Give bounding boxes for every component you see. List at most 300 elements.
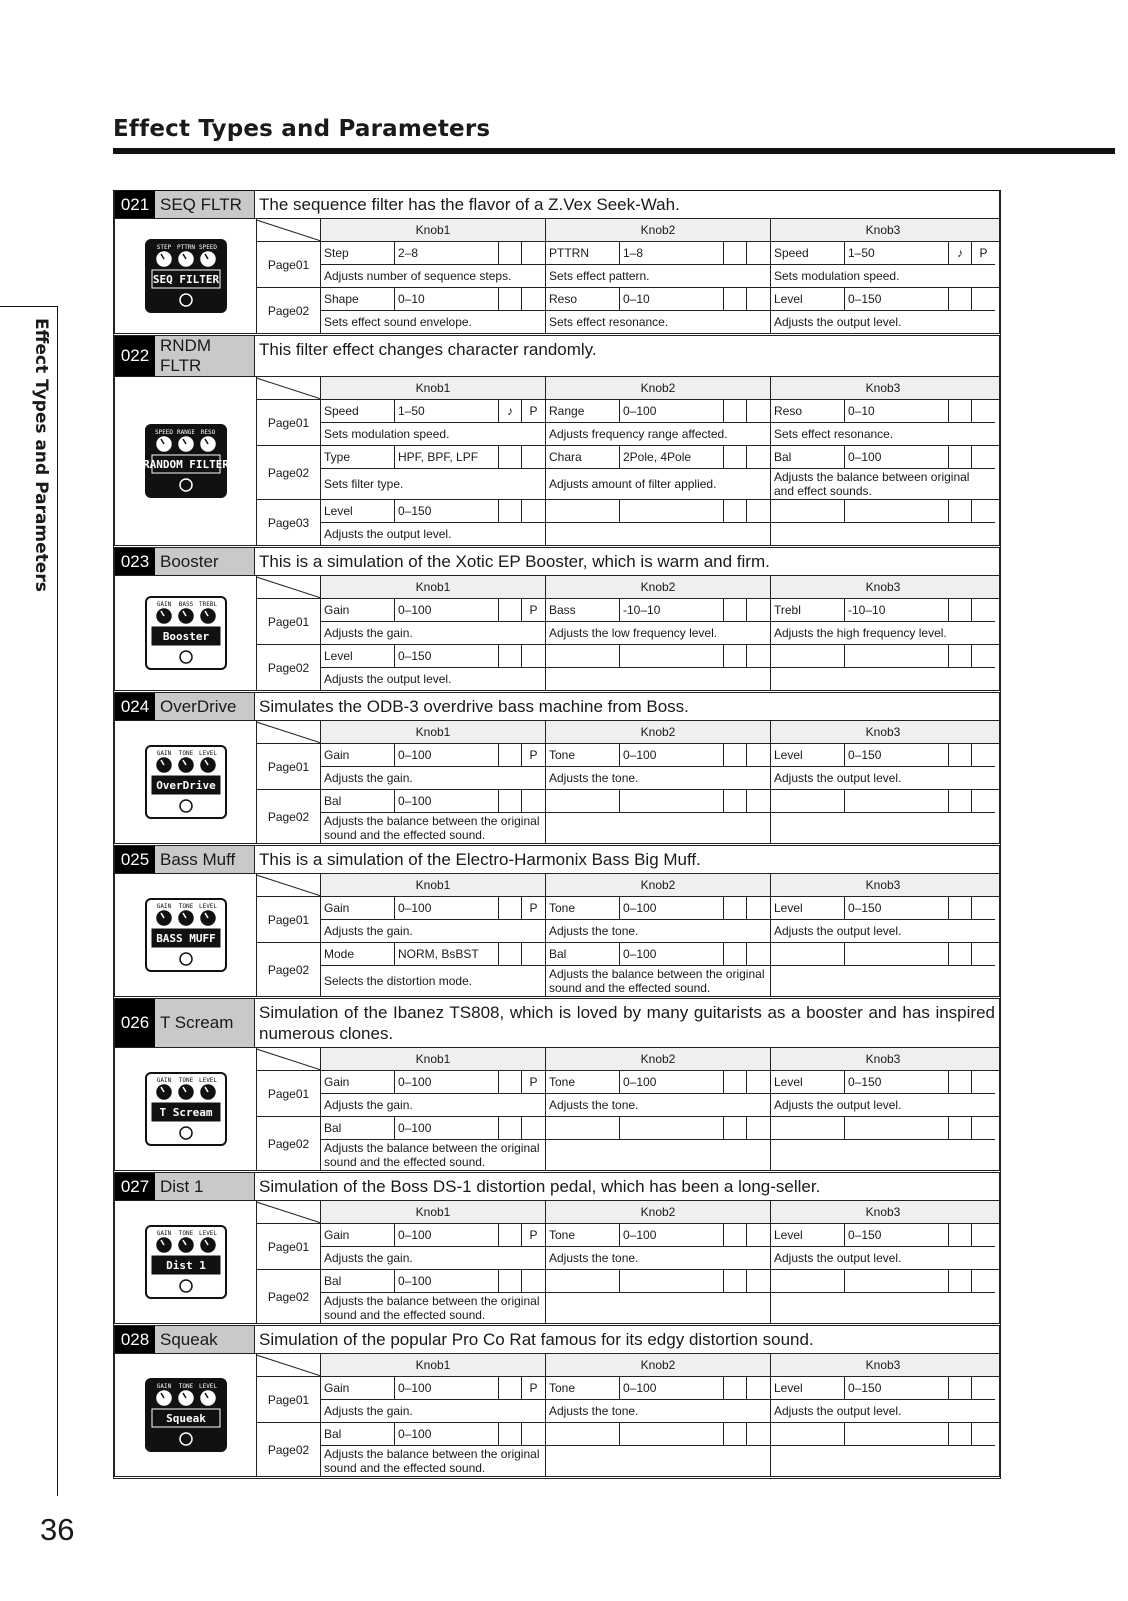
- effect-image: [115, 377, 257, 545]
- effect-code: 023: [115, 548, 155, 575]
- page-row: [257, 1117, 999, 1170]
- knob-param-line: [546, 288, 770, 311]
- page-label: Page01: [257, 897, 321, 942]
- param-range: [620, 500, 724, 522]
- param-description: Adjusts the tone.: [549, 771, 639, 785]
- effect-name: Bass Muff: [155, 846, 255, 873]
- pedal-knob-label: SPEED: [154, 429, 173, 436]
- param-name: Reso: [546, 288, 620, 310]
- param-name: Level: [771, 288, 845, 310]
- knob-param: [546, 744, 771, 789]
- pedal-flag: [972, 400, 995, 422]
- param-name: [546, 500, 620, 522]
- param-description: [771, 523, 995, 545]
- knob-header-row: [257, 874, 999, 897]
- knob-param: [546, 943, 771, 996]
- effect-block: [113, 1173, 1001, 1326]
- effect-header: [115, 1326, 999, 1354]
- param-name: Level: [771, 1071, 845, 1093]
- param-name: Level: [771, 1377, 845, 1399]
- parameter-grid: [257, 1048, 999, 1170]
- knob-param-line: [546, 446, 770, 469]
- param-name: Tone: [546, 1377, 620, 1399]
- pedal-name: BASS MUFF: [155, 932, 216, 945]
- knob-param-line: [546, 500, 770, 523]
- pedal-footswitch: [180, 1280, 192, 1292]
- page-label: Page02: [257, 288, 321, 333]
- knob-param: [321, 1117, 546, 1170]
- knob-param: [546, 897, 771, 942]
- effect-description: The sequence filter has the flavor of a Z.Vex Seek-Wah.: [259, 195, 680, 214]
- knob-param-line: [771, 645, 995, 668]
- effect-description: Simulation of the Ibanez TS808, which is loved by many guitarists as a booster and has inspired numerous clones.: [259, 1003, 995, 1043]
- param-description: Adjusts the gain.: [324, 771, 413, 785]
- param-range: 0–100: [395, 897, 499, 919]
- rndm-fltr-pedal-icon: [138, 421, 234, 501]
- knob-param-line: [321, 790, 545, 813]
- page-row: [257, 500, 999, 545]
- param-description: [546, 523, 770, 545]
- param-description: Adjusts the output level.: [774, 1404, 902, 1418]
- effects-table: [113, 190, 1001, 1479]
- effect-body: [115, 576, 999, 690]
- parameter-grid: [257, 721, 999, 843]
- pedal-flag: [972, 446, 995, 468]
- param-name: [546, 1270, 620, 1292]
- effect-image: [115, 1048, 257, 1170]
- param-description: Adjusts the tone.: [549, 1098, 639, 1112]
- knob-header: Knob3: [865, 223, 901, 237]
- page-label: Page02: [257, 790, 321, 843]
- parameter-grid: [257, 576, 999, 690]
- param-range: 0–150: [845, 288, 949, 310]
- param-range: 1–50: [395, 400, 499, 422]
- effect-image: [115, 219, 257, 333]
- pedal-flag: [972, 1224, 995, 1246]
- knob-param: [771, 1117, 995, 1170]
- knob-param: [771, 242, 995, 287]
- knob-param-line: [321, 1423, 545, 1446]
- param-description: Adjusts the output level.: [324, 527, 452, 541]
- knob-header-row: [257, 576, 999, 599]
- param-name: Gain: [321, 1071, 395, 1093]
- effect-description: Simulates the ODB-3 overdrive bass machine from Boss.: [259, 697, 689, 716]
- pedal-flag: P: [529, 1075, 538, 1089]
- param-description: [546, 1140, 770, 1170]
- knob-header: Knob1: [321, 874, 546, 896]
- knob-param-line: [771, 1224, 995, 1247]
- knob-param-line: [321, 1377, 545, 1400]
- page-row: [257, 1423, 999, 1476]
- knob-header: Knob2: [546, 576, 771, 598]
- effect-code: 027: [115, 1173, 155, 1200]
- effect-body: [115, 721, 999, 843]
- param-name: [771, 790, 845, 812]
- tempo-sync-flag: [499, 1224, 522, 1246]
- knob-param-line: [321, 599, 545, 622]
- knob-param-line: [546, 645, 770, 668]
- param-name: Tone: [546, 897, 620, 919]
- tempo-sync-flag: [949, 1117, 972, 1139]
- knob-header: Knob1: [321, 377, 546, 399]
- tempo-sync-flag: [499, 1071, 522, 1093]
- pedal-footswitch: [180, 953, 192, 965]
- knob-param: [546, 1423, 771, 1476]
- knob-param-line: [321, 242, 545, 265]
- knob-param: [546, 1071, 771, 1116]
- param-range: [620, 645, 724, 667]
- param-range: [620, 1423, 724, 1445]
- tempo-sync-flag: [499, 599, 522, 621]
- param-range: HPF, BPF, LPF: [395, 446, 499, 468]
- knob-param-line: [546, 744, 770, 767]
- knob-header: Knob2: [546, 219, 771, 241]
- pedal-knob-label: GAIN: [156, 601, 171, 608]
- effect-code: 024: [115, 693, 155, 720]
- pedal-flag: [972, 500, 995, 522]
- knob-param-line: [771, 599, 995, 622]
- header-corner: [257, 377, 321, 399]
- pedal-footswitch: [180, 294, 192, 306]
- pedal-flag: [972, 1377, 995, 1399]
- knob-param-line: [546, 943, 770, 966]
- effect-description: This is a simulation of the Electro-Harmonix Bass Big Muff.: [259, 850, 701, 869]
- tempo-sync-flag: [724, 400, 747, 422]
- param-description: Sets effect sound envelope.: [324, 315, 472, 329]
- param-range: 0–10: [620, 288, 724, 310]
- knob-param: [546, 1270, 771, 1323]
- param-range: [845, 790, 949, 812]
- knob-header: Knob3: [865, 725, 901, 739]
- pedal-flag: P: [529, 404, 538, 418]
- knob-header: Knob1: [321, 219, 546, 241]
- knob-param-line: [771, 1117, 995, 1140]
- param-name: Reso: [771, 400, 845, 422]
- tempo-sync-flag: [949, 897, 972, 919]
- param-range: 0–100: [620, 943, 724, 965]
- param-range: 0–100: [395, 1377, 499, 1399]
- pedal-flag: [972, 1270, 995, 1292]
- knob-header: Knob3: [865, 878, 901, 892]
- param-range: [845, 645, 949, 667]
- param-name: Tone: [546, 744, 620, 766]
- effect-block: [113, 191, 1001, 336]
- param-range: 0–100: [395, 1270, 499, 1292]
- knob-param-line: [771, 1270, 995, 1293]
- knob-param-line: [321, 446, 545, 469]
- pedal-flag: P: [979, 246, 988, 260]
- effect-name: T Scream: [155, 999, 255, 1047]
- knob-param: [771, 1071, 995, 1116]
- page-row: [257, 242, 999, 288]
- knob-header-row: [257, 377, 999, 400]
- param-range: [620, 790, 724, 812]
- tempo-sync-flag: [949, 1377, 972, 1399]
- pedal-flag: [747, 1377, 770, 1399]
- effect-block: [113, 548, 1001, 693]
- knob-param: [546, 288, 771, 333]
- param-description: [771, 1446, 995, 1476]
- parameter-grid: [257, 1354, 999, 1476]
- pedal-knob-label: LEVEL: [198, 1077, 217, 1084]
- t-scream-pedal-icon: [138, 1069, 234, 1149]
- pedal-name: Dist 1: [165, 1259, 206, 1272]
- param-name: Bal: [321, 1270, 395, 1292]
- tempo-sync-flag: [724, 790, 747, 812]
- param-range: -10–10: [845, 599, 949, 621]
- param-name: Tone: [546, 1071, 620, 1093]
- pedal-knob-label: TONE: [178, 1077, 193, 1084]
- knob-param: [771, 1224, 995, 1269]
- knob-header: Knob1: [321, 1048, 546, 1070]
- pedal-flag: [522, 288, 545, 310]
- effect-description: This is a simulation of the Xotic EP Booster, which is warm and firm.: [259, 552, 770, 571]
- knob-param-line: [546, 897, 770, 920]
- param-description: [546, 813, 770, 843]
- param-name: Speed: [321, 400, 395, 422]
- param-name: Range: [546, 400, 620, 422]
- knob-param: [771, 645, 995, 690]
- knob-param-line: [321, 897, 545, 920]
- knob-header: Knob1: [321, 1201, 546, 1223]
- knob-param: [321, 744, 546, 789]
- knob-param-line: [321, 744, 545, 767]
- pedal-name: OverDrive: [155, 779, 216, 792]
- pedal-flag: [747, 1270, 770, 1292]
- param-range: 0–10: [395, 288, 499, 310]
- param-name: [546, 1117, 620, 1139]
- pedal-flag: [747, 288, 770, 310]
- knob-param-line: [321, 1117, 545, 1140]
- effect-description: Simulation of the popular Pro Co Rat famous for its edgy distortion sound.: [259, 1330, 814, 1349]
- pedal-flag: [972, 744, 995, 766]
- tempo-sync-flag: [499, 500, 522, 522]
- effect-description: Simulation of the Boss DS-1 distortion pedal, which has been a long-seller.: [259, 1177, 821, 1196]
- tempo-sync-flag: [724, 242, 747, 264]
- pedal-footswitch: [180, 800, 192, 812]
- tempo-sync-flag: [949, 943, 972, 965]
- param-range: [845, 943, 949, 965]
- tempo-sync-flag: [949, 599, 972, 621]
- pedal-knob-label: STEP: [156, 244, 171, 251]
- param-description: [546, 668, 770, 690]
- knob-param-line: [771, 242, 995, 265]
- param-description: Adjusts the tone.: [549, 1251, 639, 1265]
- page-label: Page02: [257, 645, 321, 690]
- param-range: [845, 500, 949, 522]
- pedal-knob-label: GAIN: [156, 1383, 171, 1390]
- tempo-sync-flag: [499, 446, 522, 468]
- header-corner: [257, 874, 321, 896]
- tempo-sync-flag: [499, 790, 522, 812]
- tempo-sync-flag: [949, 500, 972, 522]
- tempo-sync-flag: [499, 744, 522, 766]
- knob-param-line: [546, 242, 770, 265]
- page-label: Page01: [257, 1224, 321, 1269]
- header-corner: [257, 1354, 321, 1376]
- param-name: [771, 1117, 845, 1139]
- effect-header: [115, 693, 999, 721]
- dist-1-pedal-icon: [138, 1222, 234, 1302]
- tempo-sync-flag: ♪: [499, 400, 522, 422]
- param-name: Bal: [321, 790, 395, 812]
- pedal-flag: [522, 943, 545, 965]
- tempo-sync-flag: [724, 744, 747, 766]
- effect-body: [115, 377, 999, 545]
- effect-header: [115, 846, 999, 874]
- knob-param: [546, 1377, 771, 1422]
- knob-param-line: [321, 400, 545, 423]
- pedal-flag: [747, 500, 770, 522]
- pedal-knob-label: GAIN: [156, 750, 171, 757]
- tempo-sync-flag: [724, 288, 747, 310]
- tempo-sync-flag: [499, 1270, 522, 1292]
- pedal-name: RANDOM FILTER: [142, 458, 229, 471]
- page-label: Page01: [257, 599, 321, 644]
- pedal-name: SEQ FILTER: [152, 273, 219, 286]
- param-name: [771, 1423, 845, 1445]
- pedal-flag: [747, 242, 770, 264]
- page-row: [257, 1071, 999, 1117]
- tempo-sync-flag: [949, 1224, 972, 1246]
- knob-param: [771, 790, 995, 843]
- pedal-knob-label: GAIN: [156, 1077, 171, 1084]
- page-label: Page01: [257, 1377, 321, 1422]
- knob-param: [771, 943, 995, 996]
- pedal-flag: [972, 897, 995, 919]
- effect-header: [115, 191, 999, 219]
- page-row: [257, 599, 999, 645]
- knob-param-line: [771, 744, 995, 767]
- knob-param-line: [321, 1270, 545, 1293]
- header-corner: [257, 1048, 321, 1070]
- pedal-flag: [747, 744, 770, 766]
- pedal-name: Squeak: [165, 1412, 206, 1425]
- param-description: Adjusts the tone.: [549, 924, 639, 938]
- knob-param-line: [771, 500, 995, 523]
- param-range: [620, 1117, 724, 1139]
- effect-image: [115, 874, 257, 996]
- knob-param-line: [546, 1423, 770, 1446]
- param-description: Adjusts the balance between the original sound and the effected sound.: [324, 1447, 540, 1475]
- tempo-sync-flag: [949, 1071, 972, 1093]
- param-name: Speed: [771, 242, 845, 264]
- param-description: Sets modulation speed.: [774, 269, 900, 283]
- param-range: -10–10: [620, 599, 724, 621]
- knob-param: [321, 242, 546, 287]
- page-row: [257, 446, 999, 500]
- pedal-flag: [747, 1423, 770, 1445]
- knob-param: [546, 400, 771, 445]
- tempo-sync-flag: [949, 400, 972, 422]
- knob-param-line: [321, 288, 545, 311]
- tempo-sync-flag: [499, 943, 522, 965]
- tempo-sync-flag: [724, 1071, 747, 1093]
- param-description: Adjusts the balance between the original sound and the effected sound.: [324, 1141, 540, 1169]
- knob-param-line: [771, 288, 995, 311]
- pedal-flag: [747, 1224, 770, 1246]
- param-range: 0–100: [620, 400, 724, 422]
- effect-block: [113, 999, 1001, 1173]
- param-description: Sets modulation speed.: [324, 427, 450, 441]
- page-label: Page02: [257, 943, 321, 996]
- knob-param: [771, 400, 995, 445]
- knob-header: Knob3: [865, 1205, 901, 1219]
- booster-pedal-icon: [138, 593, 234, 673]
- page-label: Page01: [257, 242, 321, 287]
- param-description: [771, 813, 995, 843]
- knob-param: [771, 599, 995, 644]
- knob-param-line: [546, 1117, 770, 1140]
- pedal-flag: [522, 1423, 545, 1445]
- effect-code: 022: [115, 336, 155, 376]
- knob-param: [546, 500, 771, 545]
- knob-header: Knob2: [546, 377, 771, 399]
- pedal-knob-label: PTTRN: [176, 244, 195, 251]
- effect-code: 026: [115, 999, 155, 1047]
- param-description: Adjusts the gain.: [324, 626, 413, 640]
- tempo-sync-flag: [949, 790, 972, 812]
- pedal-flag: [972, 288, 995, 310]
- pedal-flag: P: [529, 1381, 538, 1395]
- param-name: Chara: [546, 446, 620, 468]
- knob-param: [771, 897, 995, 942]
- page-row: [257, 943, 999, 996]
- page-row: [257, 897, 999, 943]
- param-name: Level: [321, 645, 395, 667]
- tempo-sync-flag: [949, 1423, 972, 1445]
- effect-description: This filter effect changes character randomly.: [259, 340, 597, 359]
- effect-block: [113, 336, 1001, 548]
- param-range: 0–100: [395, 1117, 499, 1139]
- param-name: Gain: [321, 744, 395, 766]
- pedal-name: Booster: [162, 630, 209, 643]
- knob-header: Knob1: [321, 721, 546, 743]
- param-name: Bass: [546, 599, 620, 621]
- param-name: Type: [321, 446, 395, 468]
- param-name: Bal: [321, 1117, 395, 1139]
- knob-header: Knob3: [865, 580, 901, 594]
- param-name: Level: [771, 897, 845, 919]
- param-range: 0–100: [620, 1071, 724, 1093]
- param-name: Shape: [321, 288, 395, 310]
- knob-param-line: [546, 1377, 770, 1400]
- page-label: Page02: [257, 446, 321, 499]
- param-description: [546, 1446, 770, 1476]
- param-range: 0–100: [620, 1377, 724, 1399]
- pedal-knob-label: BASS: [178, 601, 193, 608]
- tempo-sync-flag: [724, 1423, 747, 1445]
- knob-param-line: [321, 645, 545, 668]
- knob-param: [321, 1224, 546, 1269]
- param-description: Adjusts the tone.: [549, 1404, 639, 1418]
- knob-param-line: [546, 1071, 770, 1094]
- page-number: 36: [40, 1512, 75, 1547]
- param-description: [771, 966, 995, 996]
- page-row: [257, 1270, 999, 1323]
- tempo-sync-flag: [499, 645, 522, 667]
- page-row: [257, 790, 999, 843]
- header-corner: [257, 721, 321, 743]
- tempo-sync-flag: [724, 943, 747, 965]
- param-range: 0–10: [845, 400, 949, 422]
- param-range: 0–150: [845, 744, 949, 766]
- pedal-flag: [972, 599, 995, 621]
- tempo-sync-flag: [724, 645, 747, 667]
- pedal-flag: [522, 645, 545, 667]
- param-description: Adjusts the output level.: [774, 924, 902, 938]
- knob-param: [321, 446, 546, 499]
